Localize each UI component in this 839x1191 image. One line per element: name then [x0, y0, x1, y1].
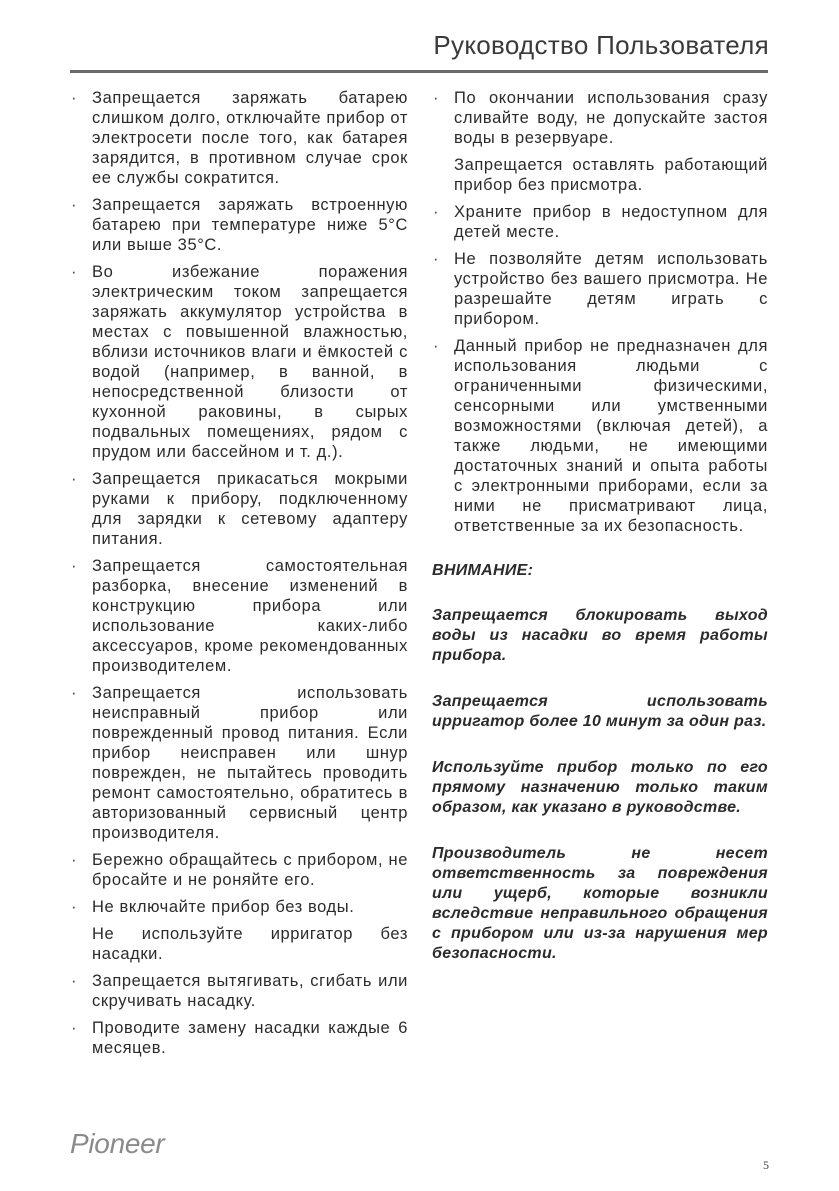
safety-list-right	[432, 88, 768, 536]
brand-logo: Pioneer	[70, 1128, 165, 1159]
list-item: · По окончании использования сразу сливайте воду, не допускайте застоя воды в резервуаре. Запрещается оставлять работающий прибор без присмотра.	[432, 88, 768, 195]
warning-paragraph: Производитель не несет ответственность за повреждения или ущерб, которые возникли вследствие неправильного обращения с прибором или из-за нарушения мер безопасности.	[432, 845, 768, 962]
warning-title: ВНИМАНИЕ:	[432, 562, 534, 579]
list-item: · Не включайте прибор без воды. Не используйте ирригатор без насадки.	[70, 897, 408, 964]
right-column	[432, 88, 768, 964]
safety-list-left	[70, 88, 408, 1058]
list-item-note: Не используйте ирригатор без насадки.	[92, 925, 408, 963]
list-item: · Запрещается вытягивать, сгибать или скручивать насадку.	[70, 971, 408, 1011]
warning-paragraph: Запрещается использовать ирригатор более 10 минут за один раз.	[432, 693, 768, 730]
left-column	[70, 88, 408, 1065]
list-item: · Во избежание поражения электрическим током запрещается заряжать аккумулятор устройства в местах с повышенной влажностью, вблизи источников влаги и ёмкостей с водой (например, в ванной, в непосредственной близости от кухонной раковины, в сырых подвальных помещениях, рядом с прудом или бассейном и т. д.).	[70, 262, 408, 462]
list-item: · Бережно обращайтесь с прибором, не бросайте и не роняйте его.	[70, 850, 408, 890]
list-item: · Проводите замену насадки каждые 6 месяцев.	[70, 1018, 408, 1058]
list-item: · Запрещается заряжать встроенную батарею при температуре ниже 5°C или выше 35°C.	[70, 195, 408, 255]
list-item-note: Запрещается оставлять работающий прибор без присмотра.	[454, 156, 768, 194]
list-item: · Данный прибор не предназначен для использования людьми с ограниченными физическими, сенсорными или умственными возможностями (включая детей), а также людьми, не имеющими достаточных знаний и опыта работы с электронными приборами, если за ними не присматривают лица, ответственные за их безопасность.	[432, 336, 768, 536]
warning-paragraph: Запрещается блокировать выход воды из насадки во время работы прибора.	[432, 607, 768, 664]
header-divider	[70, 70, 768, 73]
list-item: · Запрещается заряжать батарею слишком долго, отключайте прибор от электросети после того, как батарея зарядится, в противном случае срок ее службы сократится.	[70, 88, 408, 188]
list-item: · Не позволяйте детям использовать устройство без вашего присмотра. Не разрешайте детям играть с прибором.	[432, 249, 768, 329]
list-item: · Запрещается самостоятельная разборка, внесение изменений в конструкцию прибора или использование каких-либо аксессуаров, кроме рекомендованных производителем.	[70, 556, 408, 676]
page-number: 5	[763, 1158, 769, 1172]
page-title: Руководство Пользователя	[433, 30, 769, 60]
list-item: · Запрещается прикасаться мокрыми руками к прибору, подключенному для зарядки к сетевому адаптеру питания.	[70, 469, 408, 549]
list-item: · Храните прибор в недоступном для детей месте.	[432, 202, 768, 242]
list-item: · Запрещается использовать неисправный прибор или поврежденный провод питания. Если прибор неисправен или шнур поврежден, не пытайтесь проводить ремонт самостоятельно, обратитесь в авторизованный сервисный центр производителя.	[70, 683, 408, 843]
warning-paragraph: Используйте прибор только по его прямому назначению только таким образом, как указано в руководстве.	[432, 759, 768, 816]
